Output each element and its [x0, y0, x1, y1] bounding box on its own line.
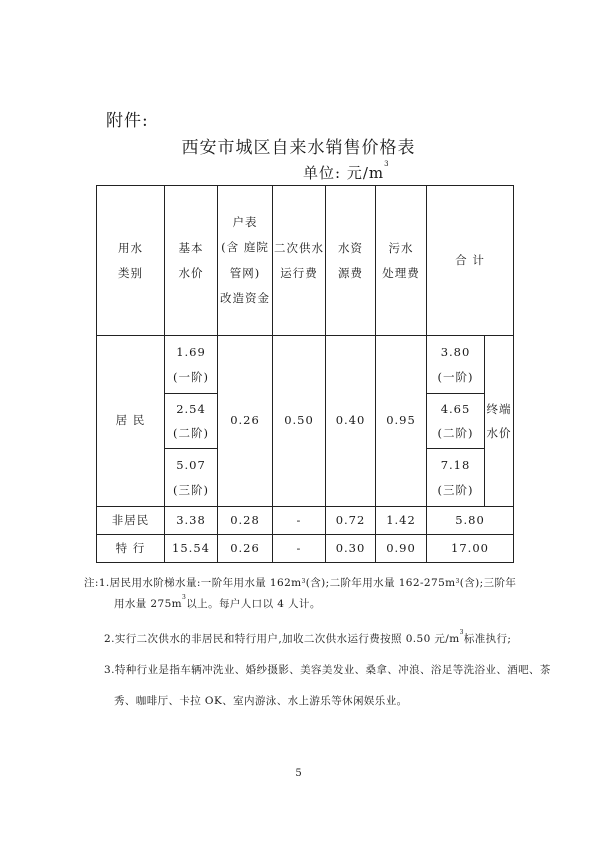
residential-label: 居 民 [97, 336, 165, 507]
special-resource: 0.30 [326, 535, 376, 563]
res-meter: 0.26 [218, 336, 273, 507]
header-total: 合 计 [427, 186, 514, 336]
res-secondary: 0.50 [273, 336, 326, 507]
note-1-line-1: 注:1.居民用水阶梯水量:一阶年用水量 $162m^3$(含);二阶年用水量 $162-275m^3$(含);三阶年 [84, 577, 517, 589]
nonres-meter: 0.28 [218, 507, 273, 535]
special-meter: 0.26 [218, 535, 273, 563]
header-category: 用水 类别 [97, 186, 165, 336]
res-tier2-base: 2.54 (二阶) [165, 394, 218, 449]
nonres-sewage: 1.42 [376, 507, 427, 535]
table-row [97, 535, 514, 563]
res-tier3-base: 5.07 (三阶) [165, 449, 218, 507]
nonres-base: 3.38 [165, 507, 218, 535]
unit-prefix: 单位: [303, 164, 342, 182]
nonres-secondary: - [273, 507, 326, 535]
nonres-resource: 0.72 [326, 507, 376, 535]
unit-label [303, 162, 390, 183]
page-number: 5 [295, 768, 302, 779]
res-tier1-total: 3.80 (一阶) [427, 336, 485, 394]
res-tier3-total: 7.18 (三阶) [427, 449, 485, 507]
terminal-price-label: 终端 水价 [485, 336, 514, 507]
note-3-line-1: 3.特种行业是指车辆冲洗业、婚纱摄影、美容美发业、桑拿、冲浪、浴足等洗浴业、酒吧、茶 [104, 664, 551, 676]
special-label: 特 行 [97, 535, 165, 563]
header-resource-fee: 水资 源费 [326, 186, 376, 336]
res-sewage: 0.95 [376, 336, 427, 507]
table-row [97, 507, 514, 535]
nonres-label: 非居民 [97, 507, 165, 535]
res-tier1-base: 1.69 (一阶) [165, 336, 218, 394]
price-table [96, 185, 514, 563]
special-base: 15.54 [165, 535, 218, 563]
nonres-total: 5.80 [427, 507, 514, 535]
header-secondary-supply: 二次供水 运行费 [273, 186, 326, 336]
table-row [97, 336, 514, 394]
special-total: 17.00 [427, 535, 514, 563]
unit-sup: 3 [384, 160, 390, 168]
header-meter-fund: 户表 (含 庭院 管网) 改造资金 [218, 186, 273, 336]
note-1-line-2: 用水量 $275m^3$以上。每户人口以 4 人计。 [114, 594, 321, 610]
header-row [97, 186, 514, 336]
attachment-label: 附件: [106, 111, 149, 131]
header-sewage-fee: 污水 处理费 [376, 186, 427, 336]
header-base-price: 基本 水价 [165, 186, 218, 336]
note-3-line-2: 秀、咖啡厅、卡拉 OK、室内游泳、水上游乐等休闲娱乐业。 [114, 695, 408, 707]
special-sewage: 0.90 [376, 535, 427, 563]
special-secondary: - [273, 535, 326, 563]
res-resource: 0.40 [326, 336, 376, 507]
note-2: 2.实行二次供水的非居民和特行用户,加收二次供水运行费按照 0.50 元$/m^3$标准执行; [104, 629, 512, 645]
page-title: 西安市城区自来水销售价格表 [181, 138, 416, 158]
unit-value: 元/m [346, 164, 385, 182]
res-tier2-total: 4.65 (二阶) [427, 394, 485, 449]
